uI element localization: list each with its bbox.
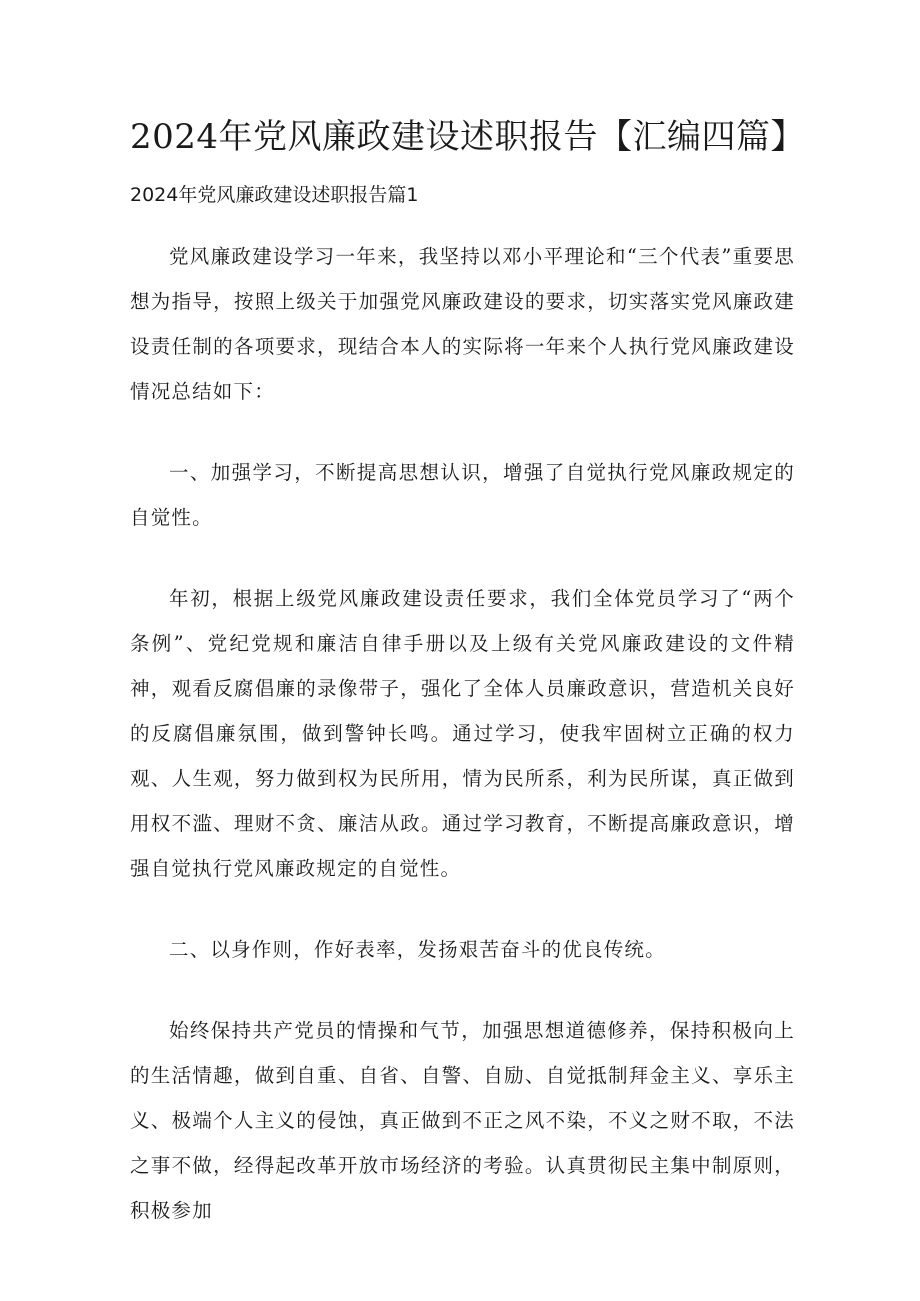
section-heading: 2024年党风廉政建设述职报告篇1 (130, 184, 419, 206)
document-title: 2024年党风廉政建设述职报告【汇编四篇】 (130, 117, 806, 157)
paragraph-intro: 党风廉政建设学习一年来，我坚持以邓小平理论和“三个代表”重要思想为指导，按照上级关于加强党风廉政建设的要求，切实落实党风廉政建设责任制的各项要求，现结合本人的实际将一年来个人执行党风廉政建设情况总结如下： (130, 245, 795, 403)
paragraph-point-two-heading: 二、以身作则，作好表率，发扬艰苦奋斗的优良传统。 (169, 938, 666, 961)
paragraph-point-one-heading: 一、加强学习，不断提高思想认识，增强了自觉执行党风廉政规定的自觉性。 (130, 461, 795, 529)
paragraph-point-one-body: 年初，根据上级党风廉政建设责任要求，我们全体党员学习了“两个条例”、党纪党规和廉洁自律手册以及上级有关党风廉政建设的文件精神，观看反腐倡廉的录像带子，强化了全体人员廉政意识，营造机关良好的反腐倡廉氛围，做到警钟长鸣。通过学习，使我牢固树立正确的权力观、人生观，努力做到权为民所用，情为民所系，利为民所谋，真正做到用权不滥、理财不贪、廉洁从政。通过学习教育，不断提高廉政意识，增强自觉执行党风廉政规定的自觉性。 (130, 587, 795, 880)
paragraph-point-two-body: 始终保持共产党员的情操和气节，加强思想道德修养，保持积极向上的生活情趣，做到自重、自省、自警、自励、自觉抵制拜金主义、享乐主义、极端个人主义的侵蚀，真正做到不正之风不染，不义之财不取，不法之事不做，经得起改革开放市场经济的考验。认真贯彻民主集中制原则，积极参加 (130, 1019, 795, 1222)
document-body (130, 234, 795, 1269)
